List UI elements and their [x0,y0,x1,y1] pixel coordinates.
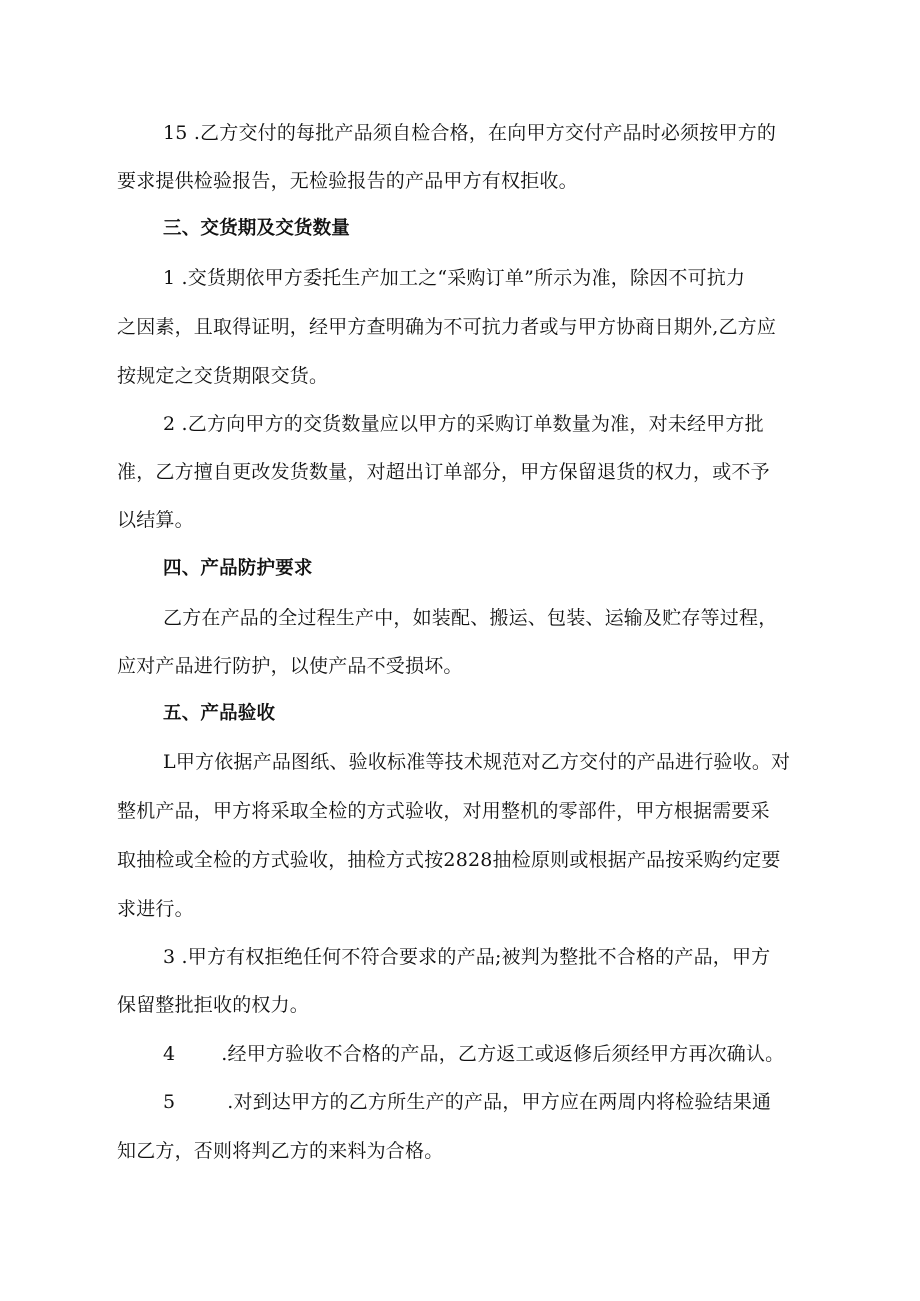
clause-3-1-text-1: 1 .交货期依甲方委托生产加工之“采购订单”所示为准，除因不可抗力 [163,267,746,289]
clause-5-1-line-1 [0,745,920,779]
clause-5-1-text-3: 取抽检或全检的方式验收，抽检方式按2828抽检原则或根据产品按采购约定要 [117,849,781,871]
clause-15-line-1 [0,116,920,150]
section-4-line-2 [0,649,920,683]
clause-5-3-text-1: 3 .甲方有权拒绝任何不符合要求的产品;被判为整批不合格的产品，甲方 [163,946,771,968]
clause-3-1-text-3: 按规定之交货期限交货。 [117,365,329,387]
clause-3-1-line-1 [0,261,920,295]
clause-5-5-line-1 [0,1085,920,1119]
section-3-title: 三、交货期及交货数量 [163,218,351,239]
clause-5-1-text-1: L甲方依据产品图纸、验收标准等技术规范对乙方交付的产品进行验收。对 [163,751,791,773]
section-4-text-2: 应对产品进行防护，以使产品不受损坏。 [117,655,463,677]
clause-5-1-line-4 [0,892,920,926]
clause-5-4-line [0,1037,920,1071]
clause-5-1-line-2 [0,794,920,828]
section-4-text-1: 乙方在产品的全过程生产中，如装配、搬运、包装、运输及贮存等过程， [163,607,778,629]
clause-5-1-text-2: 整机产品，甲方将采取全检的方式验收，对用整机的零部件，甲方根据需要采 [117,800,770,822]
clause-5-4-text: .经甲方验收不合格的产品，乙方返工或返修后须经甲方再次确认。 [221,1043,785,1065]
section-4-title: 四、产品防护要求 [163,558,313,579]
clause-5-5-line-2 [0,1134,920,1168]
clause-3-2-line-2 [0,455,920,489]
section-4-line-1 [0,601,920,635]
clause-5-4-number: 4 [163,1043,176,1065]
clause-5-5-text-2: 知乙方，否则将判乙方的来料为合格。 [117,1140,444,1162]
clause-3-2-text-3: 以结算。 [117,509,194,531]
clause-3-2-text-2: 准，乙方擅自更改发货数量，对超出订单部分，甲方保留退货的权力，或不予 [117,461,770,483]
clause-3-2-line-3 [0,503,920,537]
clause-5-3-text-2: 保留整批拒收的权力。 [117,994,310,1016]
section-3-heading [0,212,920,246]
clause-15-text-2: 要求提供检验报告，无检验报告的产品甲方有权拒收。 [117,170,578,192]
clause-3-2-text-1: 2 .乙方向甲方的交货数量应以甲方的采购订单数量为准，对未经甲方批 [163,413,764,435]
clause-5-5-number: 5 [163,1091,176,1113]
section-5-title: 五、产品验收 [163,703,276,724]
clause-3-1-line-3 [0,359,920,393]
clause-5-1-line-3 [0,843,920,877]
clause-5-3-line-1 [0,940,920,974]
clause-15-text-1: 15 .乙方交付的每批产品须自检合格，在向甲方交付产品时必须按甲方的 [163,122,777,144]
clause-5-1-text-4: 求进行。 [117,898,194,920]
clause-3-2-line-1 [0,407,920,441]
section-4-heading [0,552,920,586]
clause-5-5-text-1: .对到达甲方的乙方所生产的产品，甲方应在两周内将检验结果通 [227,1091,772,1113]
section-5-heading [0,697,920,731]
clause-3-1-line-2 [0,310,920,344]
clause-5-3-line-2 [0,988,920,1022]
clause-15-line-2 [0,164,920,198]
clause-3-1-text-2: 之因素，且取得证明，经甲方查明确为不可抗力者或与甲方协商日期外,乙方应 [117,316,777,338]
